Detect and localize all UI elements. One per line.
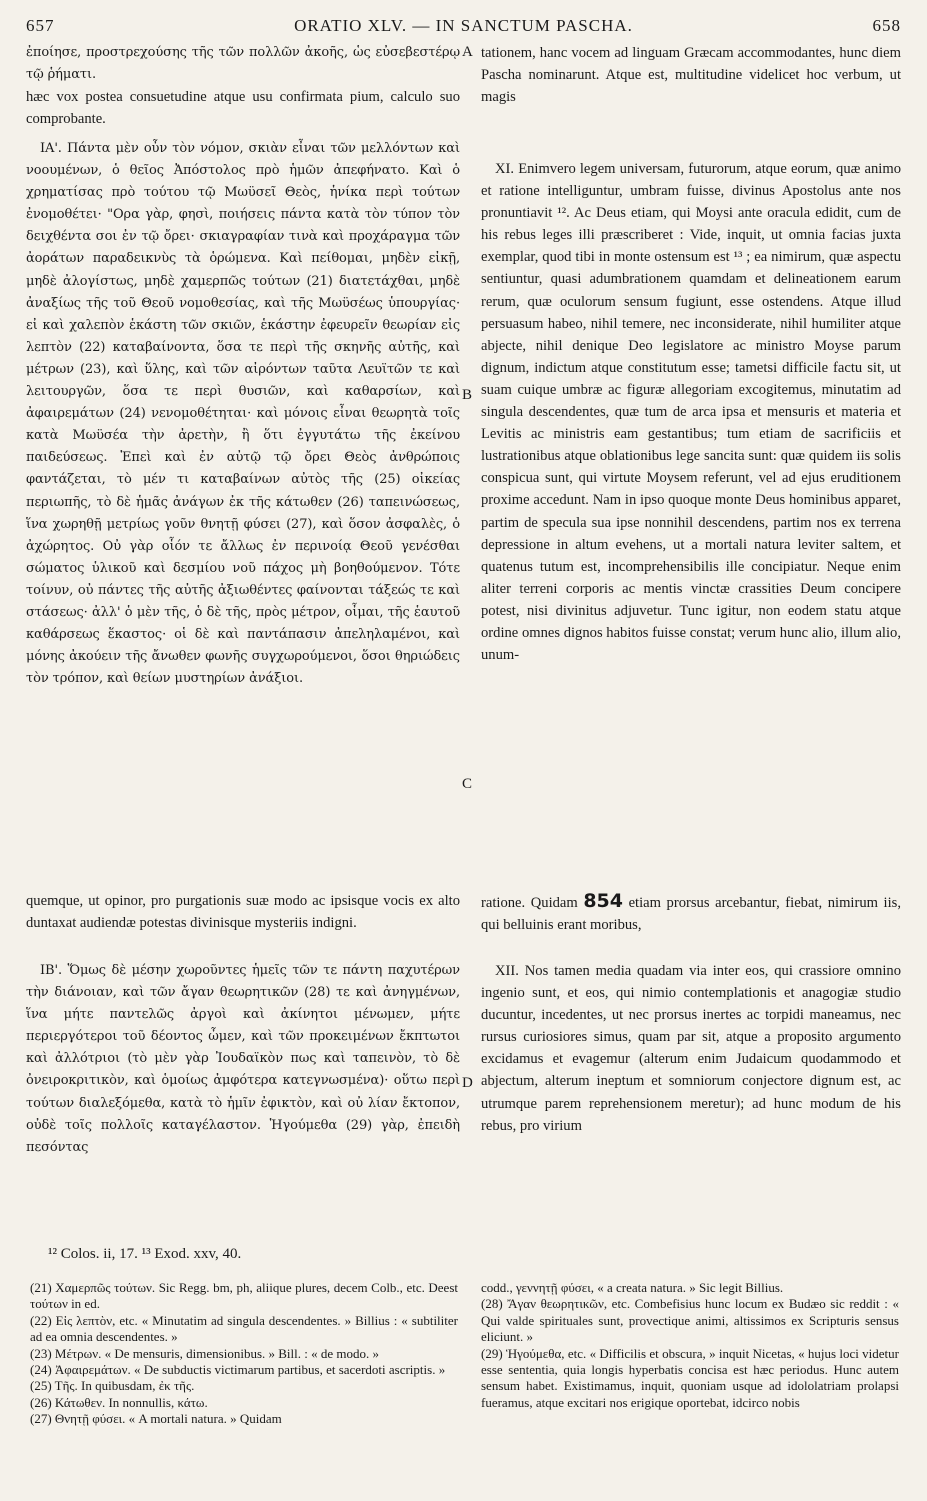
- margin-marker-b: B: [462, 387, 473, 403]
- note-21: (21) Χαμερπῶς τούτων. Sic Regg. bm, ph, aliique plures, decem Colb., etc. Deest τούτων in ed.: [30, 1280, 458, 1312]
- note-29: (29) Ἡγούμεθα, etc. « Difficilis et obscura, » inquit Nicetas, « hujus loci videtur esse sententia, quia longis hyperbatis concisa est hæc periodus. Hunc autem sensum habet. Existimamus, inquit, quoniam usque ad idololatriam prolapsi fueramus, atque excitari nos erigique oportebat, idcirco nobis: [481, 1345, 899, 1410]
- page-number-right: 658: [872, 16, 901, 35]
- running-header: [26, 10, 901, 40]
- latin-section-xii: XII. Nos tamen media quadam via inter eos, qui crassiore omnino ingenio sunt, et eos, qui nimio contemplationis et anagogiæ studio ducuntur, incedentes, ut nec prorsus inertes ac torpidi maneamus, nec rursus curiosiores simus, quam par sit, atque a proposito argumento excidamus et evagemur (alterum enim Judaicum quodammodo et abjectum, alterum ineptum et somniorum conjectore dignum est, ac utrumque parem reprehensionem meretur); ad hunc modum de his rebus, pro virium: [481, 963, 901, 1134]
- latin-right-mid-a: ratione. Quidam: [481, 895, 578, 911]
- latin-right-top: tationem, hanc vocem ad linguam Græcam accommodantes, hunc diem Pascha nominarunt. Atque est, multitudine videlicet hoc verbum, ut magis: [481, 45, 901, 106]
- right-column-section-xii: [481, 960, 901, 1137]
- latin-text-top: hæc vox postea consuetudine atque usu confirmata pium, calculo suo comprobante.: [26, 89, 460, 128]
- note-27-continued: codd., γεννητῇ φύσει, « a creata natura. » Sic legit Billius.: [481, 1280, 784, 1295]
- note-25: (25) Τῆς. In quibusdam, ἐκ τῆς.: [30, 1378, 195, 1394]
- margin-marker-d: D: [462, 1075, 473, 1091]
- page-number-left: 657: [26, 16, 55, 35]
- notes-right: [481, 1280, 899, 1411]
- column-number: 854: [583, 890, 623, 912]
- notes-left: [30, 1280, 458, 1428]
- margin-marker-a: A: [462, 44, 473, 60]
- note-27: (27) Θνητῇ φύσει. « A mortali natura. » Quidam: [30, 1411, 282, 1427]
- greek-text-top: ἐποίησε, προστρεχούσης τῆς τῶν πολλῶν ἀκοῆς, ὡς εὐσεβεστέρῳ τῷ ῥήματι.: [26, 45, 460, 83]
- greek-section-xi: ΙΑ'. Πάντα μὲν οὖν τὸν νόμον, σκιὰν εἶναι τῶν μελλόντων καὶ νοουμένων, ὁ θεῖος Ἀπόστολος πρὸ ἡμῶν ἀπεφήνατο. Καὶ ὁ χρηματίσας πρὸ τούτου τῷ Μωϋσεῖ Θεὸς, ἡνίκα περὶ τούτων ἐνομοθέτει· "Ορα γὰρ, φησὶ, ποιήσεις πάντα κατὰ τὸν τύπον τὸν δειχθέντα σοι ἐν τῷ ὄρει· σκιαγραφίαν τινὰ καὶ προχάραγμα τῶν ἀοράτων παραδεικνὺς τὰ ὁρώμενα. Καὶ πείθομαι, μηδὲν εἰκῇ, μηδὲ ἀλογίστως, μηδὲ χαμερπῶς τούτων (21) διατετάχθαι, μηδὲ ἀναξίως τῆς τοῦ Θεοῦ νομοθεσίας, καὶ τῆς Μωϋσέως ὑπουργίας· εἰ καὶ χαλεπὸν ἑκάστη τῶν σκιῶν, ἑκάστην ἐφευρεῖν θεωρίαν εἰς λεπτὸν (22) καταβαίνοντα, ὅσα τε περὶ τῆς σκηνῆς αὐτῆς, καὶ μέτρων (23), καὶ ὕλης, καὶ τῶν αἰρόντων ταῦτα Λευϊτῶν τε καὶ λειτουργῶν, ὅσα τε περὶ θυσιῶν, καὶ καθαρσίων, καὶ ἀφαιρεμάτων (24) νενομοθέτηται· καὶ μόνοις εἶναι θεωρητὰ τοῖς κατὰ Μωϋσέα τὴν ἀρετὴν, ἢ ὅτι ἐγγυτάτω τῆς ἐκείνου παιδεύσεως. Ἐπεὶ καὶ ἐν αὐτῷ τῷ ὄρει Θεὸς ἀνθρώποις φαντάζεται, τὸ μέν τι καταβαίνων αὐτὸς τῆς (25) οἰκείας περιωπῆς, τὸ δὲ ἡμᾶς ἀνάγων ἐκ τῆς κάτωθεν (26) ταπεινώσεως, ἵνα χωρηθῇ μετρίως γοῦν θνητῇ φύσει (27), καὶ ὅσον ἀσφαλὲς, ὁ ἀχώρητος. Οὐ γὰρ οἷόν τε ἄλλως ἐν περινοίᾳ Θεοῦ γενέσθαι σώματος ὑλικοῦ καὶ δεσμίου νοῦ πάχος μὴ βοηθούμενον. Τότε τοίνυν, οὐ πάντες τῆς αὐτῆς ἀξιωθέντες φαίνονται τάξεώς τε καὶ στάσεως· ἀλλ' ὁ μὲν τῆς, ὁ δὲ τῆς, πρὸς μέτρον, οἶμαι, τῆς ἑαυτοῦ καθάρσεως ἕκαστος· οἱ δὲ καὶ παντάπασιν ἀπεληλαμένοι, καὶ μόνης ἀκούειν τῆς ἄνωθεν φωνῆς συγχωρούμενοι, ὅσοι θηριώδεις τὸν τρόπον, καὶ θείων μυστηρίων ἀνάξιοι.: [26, 141, 460, 687]
- latin-right-mid: [481, 890, 901, 936]
- left-column-greek-top: [26, 42, 460, 130]
- scripture-footnotes: ¹² Colos. ii, 17. ¹³ Exod. xxv, 40.: [48, 1246, 242, 1262]
- latin-section-xi: XI. Enimvero legem universam, futurorum, atque eorum, quæ animo et ratione intelliguntur, umbram fuisse, divinus Apostolus ante nos pronuntiavit ¹². Ac Deus etiam, qui Moysi ante oracula edidit, cum de his rebus leges illi præscriberet : Vide, inquit, ut omnia facias juxta exemplar, quod tibi in monte ostensum est ¹³ ; ea nimirum, quæ aspectu sentiuntur, quasi adumbrationem quamdam et delineationem earum rerum, quæ oculorum sensum fugiunt, esse ostendens. Atque illud persuasum habeo, nihil temere, nec inconsiderate, nihil humiliter atque abjecte, nihil denique Deo legislatore ac ministro Moyse parum dignum, indictum atque constitutum esse; tametsi difficile factu sit, ut suam cuique umbræ ac figuræ allegoriam excogitemus, minutatim ad singula descendentes, quæ tum de arca ipsa et mensuris et materia et Levitis ac ministris eam gestantibus; tum etiam de sacrificiis et lustrationibus atque oblationibus lege sancita sunt: quæ quidem iis solis conspicua sunt, qui virtute Moysem referunt, vel ad ejus eruditionem proxime accedunt. Nam in ipso quoque monte Deus hominibus apparet, partim de specula sua ipse nonnihil descendens, partim nos ex terrena depressione in altum evehens, ut a mortali natura leviter saltem, et quatenus tutum est, incomprehensibilis ille concipiatur. Neque enim aliter terreni corporis ac mentis vinctæ crassities Deum concipere potest, nisi divinitus adjuvetur. Tunc igitur, non eodem statu atque ordine omnes dignos habitos fuisse constat; verum hunc alio, illum alio, unum-: [481, 161, 901, 664]
- note-28: (28) Ἄγαν θεωρητικῶν, etc. Combefisius hunc locum ex Budæo sic reddit : « Qui valde spirituales sunt, provectique animi, altissimos ex Scripturis sensus eliciunt. »: [481, 1296, 899, 1345]
- note-26: (26) Κάτωθεν. In nonnullis, κάτω.: [30, 1394, 208, 1410]
- note-23: (23) Μέτρων. « De mensuris, dimensionibus. » Bill. : « de modo. »: [30, 1345, 380, 1361]
- greek-section-xii: ΙΒ'. Ὅμως δὲ μέσην χωροῦντες ἡμεῖς τῶν τε πάντη παχυτέρων τὴν διάνοιαν, καὶ τῶν ἄγαν θεωρητικῶν (28) τε καὶ ἀνηγμένων, ἵνα μήτε παντελῶς ἀργοὶ καὶ ἀκίνητοι μένωμεν, μήτε περιεργότεροι τοῦ δέοντος ὦμεν, καὶ τῶν προκειμένων ἔκπτωτοι καὶ ἀλλότριοι (τὸ μὲν γὰρ Ἰουδαϊκὸν πως καὶ ταπεινὸν, τὸ δὲ ὀνειροκριτικὸν, καὶ ὁμοίως ἀμφότερα κατεγνωσμένα)· οὕτω περὶ τούτων διαλεξόμεθα, κατὰ τὸ ἡμῖν ἐφικτὸν, καὶ οὐ λίαν ἔκτοπον, οὐδὲ τοῖς πολλοῖς καταγέλαστον. Ἡγούμεθα (29) γὰρ, ἐπειδὴ πεσόντας: [26, 963, 460, 1155]
- left-column-latin-mid: [26, 890, 460, 934]
- left-column-section-xii: [26, 960, 460, 1159]
- running-title: ORATIO XLV. — IN SANCTUM PASCHA.: [294, 16, 633, 35]
- right-column-latin-top: [481, 42, 901, 108]
- right-column-section-xi: [481, 158, 901, 666]
- latin-text-mid: quemque, ut opinor, pro purgationis suæ modo ac ipsisque vocis ex alto duntaxat audiendæ potestas divinisque mysteriis indigni.: [26, 893, 460, 932]
- left-column-section-xi: [26, 138, 460, 690]
- margin-marker-c: C: [462, 776, 473, 792]
- note-22: (22) Εἰς λεπτὸν, etc. « Minutatim ad singula descendentes. » Billius : « subtiliter ad ea omnia descendentes. »: [30, 1312, 458, 1345]
- note-24: (24) Ἀφαιρεμάτων. « De subductis victimarum partibus, et sacerdoti ascriptis. »: [30, 1362, 446, 1378]
- latin-right-mid-b: etiam prorsus arcebantur, fiebat, nimirum iis, qui belluinis erant moribus,: [481, 895, 901, 934]
- right-column-latin-mid: [481, 890, 901, 936]
